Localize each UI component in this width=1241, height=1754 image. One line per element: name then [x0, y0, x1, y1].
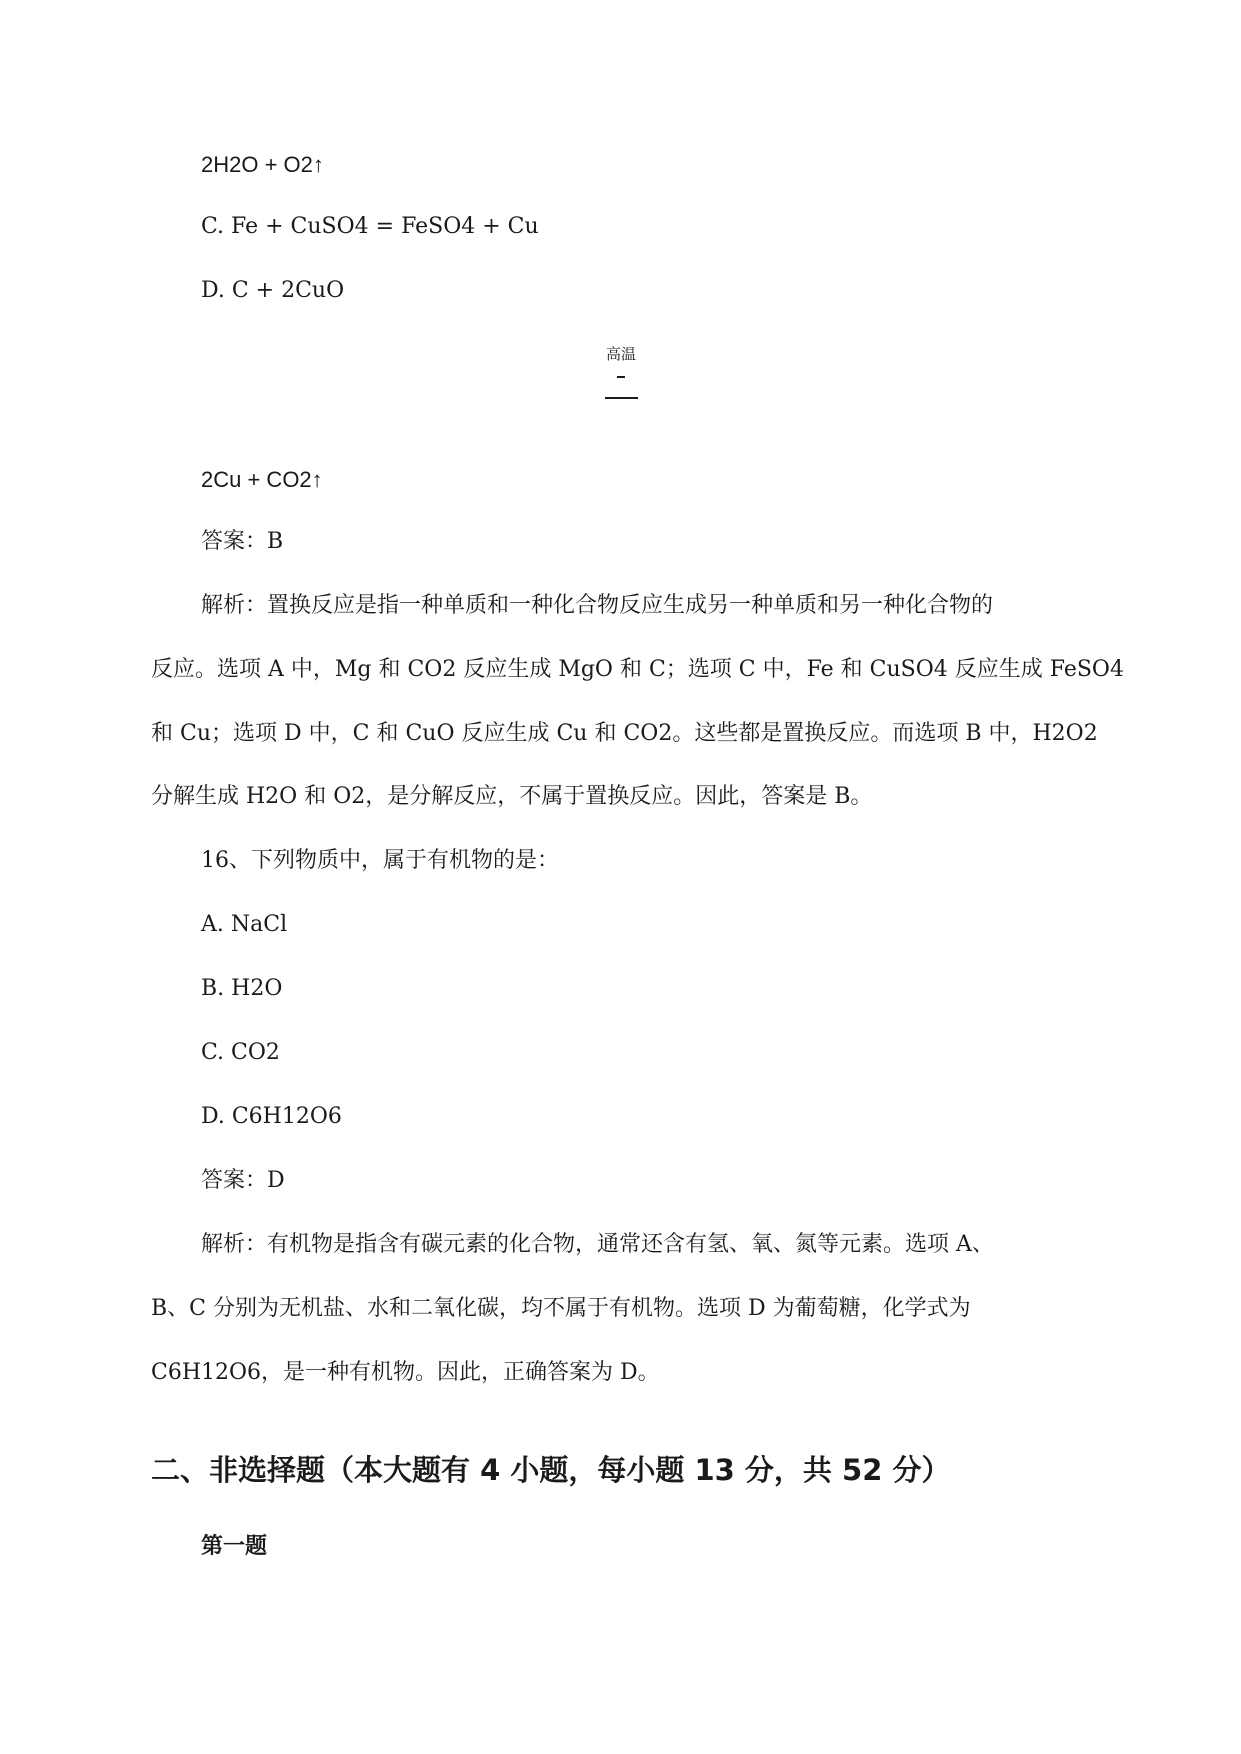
option-d-product: 2Cu + CO2↑ [201, 467, 323, 492]
q16-stem: 16、下列物质中，属于有机物的是： [201, 848, 559, 873]
reaction-condition-mark [617, 376, 625, 378]
reaction-equals-bar [605, 397, 638, 399]
q15-analysis-line: 反应。选项 A 中，Mg 和 CO2 反应生成 MgO 和 C；选项 C 中，Fe 和 CuSO4 反应生成 FeSO4 [151, 657, 1124, 682]
q16-analysis-line: 解析：有机物是指含有碳元素的化合物，通常还含有氢、氧、氮等元素。选项 A、 [201, 1232, 994, 1257]
q16-option-d: D. C6H12O6 [201, 1104, 342, 1129]
q16-option-c: C. CO2 [201, 1040, 280, 1065]
q15-answer: 答案：B [201, 529, 284, 554]
q15-analysis-line: 分解生成 H2O 和 O2，是分解反应，不属于置换反应。因此，答案是 B。 [151, 784, 873, 809]
option-d: D. C + 2CuO [201, 278, 345, 303]
q16-analysis-line: B、C 分别为无机盐、水和二氧化碳，均不属于有机物。选项 D 为葡萄糖，化学式为 [151, 1296, 971, 1321]
q16-option-a: A. NaCl [201, 912, 288, 937]
q16-analysis-line: C6H12O6，是一种有机物。因此，正确答案为 D。 [151, 1360, 660, 1385]
question-heading: 第一题 [201, 1534, 268, 1559]
option-c: C. Fe + CuSO4 = FeSO4 + Cu [201, 214, 539, 239]
q15-analysis-line: 解析：置换反应是指一种单质和一种化合物反应生成另一种单质和另一种化合物的 [201, 593, 994, 618]
q15-analysis-line: 和 Cu；选项 D 中，C 和 CuO 反应生成 Cu 和 CO2。这些都是置换反应。而选项 B 中，H2O2 [151, 721, 1098, 746]
section-heading: 二、非选择题（本大题有 4 小题，每小题 13 分，共 52 分） [151, 1453, 951, 1487]
q16-answer: 答案：D [201, 1168, 285, 1193]
reaction-condition-label: 高温 [605, 345, 636, 363]
option-b-product: 2H2O + O2↑ [201, 152, 324, 177]
q16-option-b: B. H2O [201, 976, 283, 1001]
